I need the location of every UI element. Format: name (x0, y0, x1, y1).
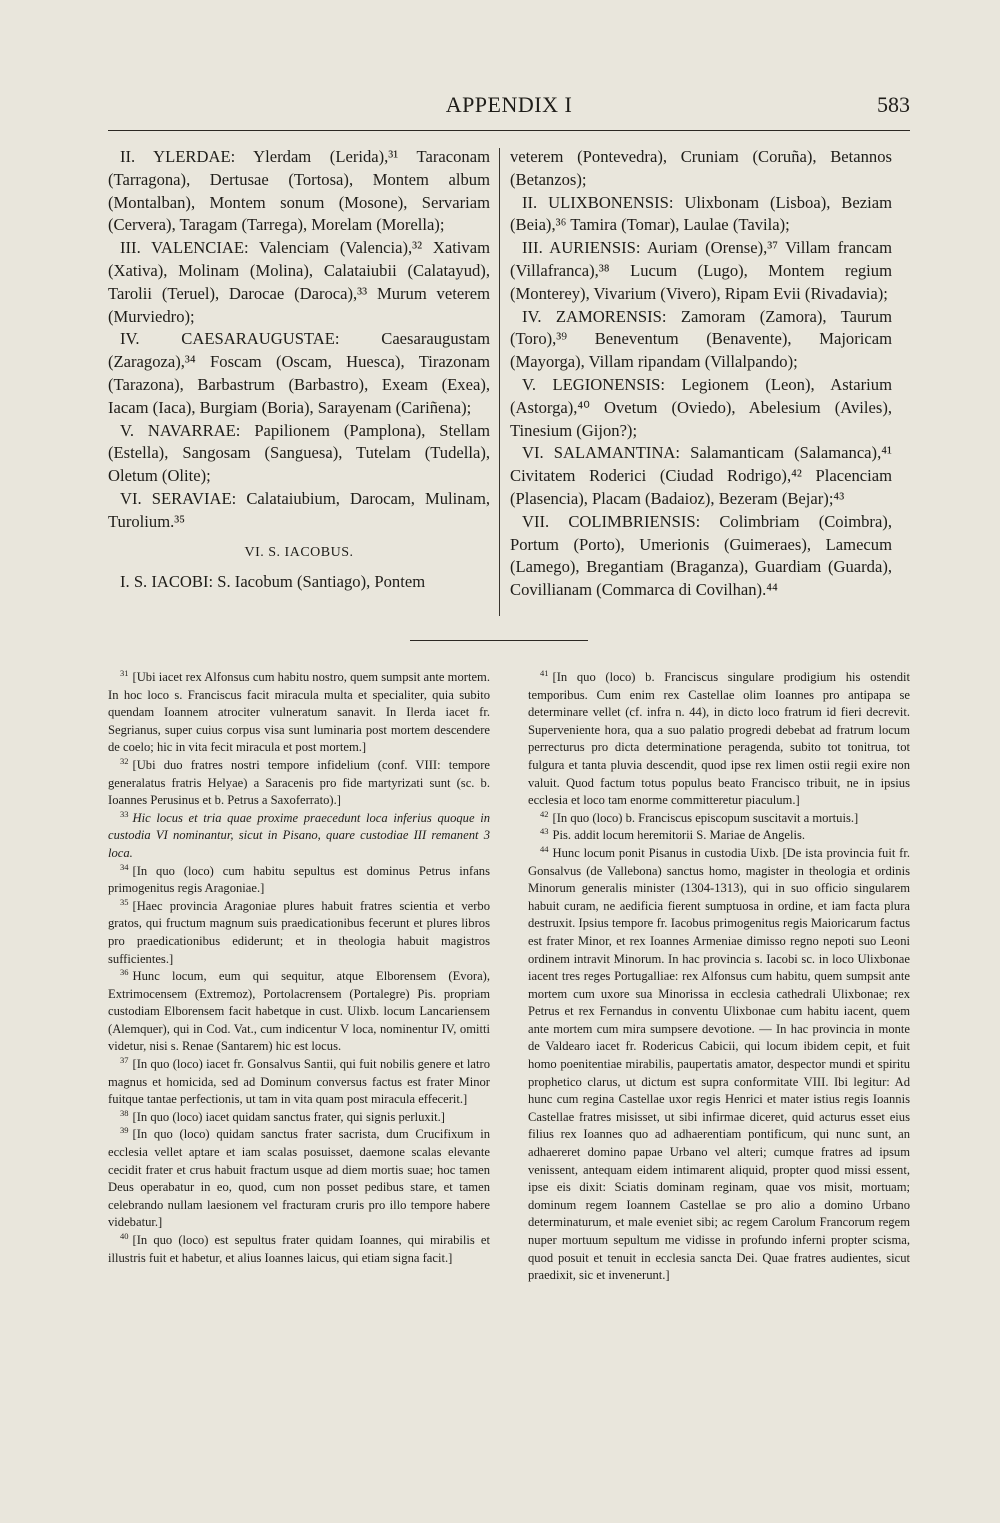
paragraph: III. VALENCIAE: Valenciam (Valencia),³² Xativam (Xativa), Molinam (Molina), Calataiubii (Calatayud), Tarolii (Teruel), Darocae (Daroca),³³ Murum veterem (Murviedro); (108, 238, 490, 326)
main-right-column (510, 146, 892, 602)
footnote (108, 1056, 490, 1109)
footnote-number: 33 (120, 808, 129, 819)
footnote (108, 757, 490, 810)
footnote (108, 898, 490, 968)
footnote-rule (410, 640, 588, 641)
paragraph: VI. SALAMANTINA: Salamanticam (Salamanca),⁴¹ Civitatem Roderici (Ciudad Rodrigo),⁴² Placenciam (Plasencia), Placam (Badaioz), Bezeram (Bejar);⁴³ (510, 443, 892, 508)
paragraph: V. LEGIONENSIS: Legionem (Leon), Astarium (Astorga),⁴⁰ Ovetum (Oviedo), Abelesium (Aviles), Tinesium (Gijon?); (510, 374, 892, 440)
footnote-text: [Haec provincia Aragoniae plures habuit fratres scientia et verbo gratos, qui fructum magnum suis praedicationibus fecerunt et plures libros pro praedicationibus ediderunt; et in theologia habuit magistros sufficientes.] (108, 898, 490, 966)
footnote (528, 810, 910, 828)
footnote-text: [In quo (loco) iacet fr. Gonsalvus Santii, qui fuit nobilis genere et latro magnus et homicida, sed ad Dominum conversus factus est frater Minor fuitque tantae perfectionis, ut tam in vita quam post miracula effecerit.] (108, 1057, 490, 1107)
footnote-number: 38 (120, 1107, 129, 1118)
paragraph: IV. CAESARAUGUSTAE: Caesaraugustam (Zaragoza),³⁴ Foscam (Oscam, Huesca), Tirazonam (Tarazona), Barbastrum (Barbastro), Exeam (Exea), Iacam (Iaca), Burgiam (Boria), Sarayenam (Cariñena); (108, 329, 490, 417)
footnote (108, 669, 490, 757)
header-rule (108, 130, 910, 131)
footnote (528, 845, 910, 1285)
footnote-text: [In quo (loco) b. Franciscus singulare prodigium his ostendit temporibus. Cum enim rex Castellae olim Ioannes pro antipapa se determinare vellet (cf. infra n. 44), in dicto loco fratrum id fieri decrevit. Superveniente hora, qua a suo palatio progredi debebat ad fratrum locum perrecturus pro dicta determinatione peragenda, subito tot tonitrua, tot fulgura et tanta pluvia descendit, quod ipse rex limen ostii regii exire non valuit. Quod factum totus populus beato Francisco tribuit, ne in ipsius ecclesia et loco tam enorme committeretur piaculum.] (528, 670, 910, 808)
main-text (108, 146, 910, 626)
footnote (108, 810, 490, 863)
footnote-number: 34 (120, 861, 129, 872)
footnote-text: Hunc locum ponit Pisanus in custodia Uixb. [De ista provincia fuit fr. Gonsalvus (de Vallebona) sanctus homo, magister in theologia et ordinis Minorum generalis minister (1304-1313), qui in suo officio singularem habuit curam, ne aedificia fierent sumptuosa in ordine, et iam facta plura destruxit. Ipsius tempore fr. Iacobus primogenitus regis Maioricarum factus est frater Minor, et rex Ioannes Armeniae dimisso regno nepoti suo Leoni ordinem intravit Minorum. In hac provincia s. Iacobi sc. in loco Ulixbonae iacent tres reges Portugalliae: rex Alfonsus cum habitu, quem sumpsit ante mortem cum uxore sua Minorissa in ecclesia cathedrali Ulixbonae; rex Petrus et rex Fernandus in conventu Ulixbonae cum habitu iacent, quem ante mortem cum mira sumpsere devotione. — In hac provincia in monte de Valdearo iacet fr. Rodericus Cabicii, qui locum ibidem cepit, et fuit homo poenitentiae mirabilis, paupertatis amator, despector mundi et spiritu prophetico clarus, ut dictum est supra conformitate VIII. Ibi legitur: Ad hunc cum regina Castellae uxor regis Henrici et mater istius regis Ioannis Castellae fratres misisset, ut sibi infirmae diceret, quid acturus esset eius filius rex Ioannes quo ad adhaerentiam pontificum, qui nunc sunt, an adhaereret domino papae Urbano vel alteri; cumque fratres ad ipsum venissent, antequam eidem intimarent aliquid, propter quod missi essent, ipse eis dixit: Sciatis dominam reginam, quae vos misit, mortuam; dominum regem Ioannem Castellae se pro alio a domino Urbano determinaturum, et male eveniet sibi; ac regem Carolum Francorum regem nuper mortuum sepultum me vidisse in profundo inferni propter scisma, quod posuit et tenuit in ecclesia sancta Dei. Quae fratres audientes, sicut praedixit, sic et invenerunt.] (528, 845, 910, 1283)
footnote-text: [In quo (loco) b. Franciscus episcopum suscitavit a mortuis.] (552, 810, 859, 825)
paragraph: I. S. IACOBI: S. Iacobum (Santiago), Pontem (120, 572, 426, 592)
footnote-text: [Ubi duo fratres nostri tempore infidelium (conf. VIII: tempore generalatus fratris Helyae) a Saracenis pro fide martyrizati sunt (sc. b. Ioannes Perusinus et b. Petrus a Saxoferrato).] (108, 757, 490, 808)
paragraph: III. AURIENSIS: Auriam (Orense),³⁷ Villam francam (Villafranca),³⁸ Lucum (Lugo), Montem regium (Monterey), Vivarium (Vivero), Ripam Evii (Rivadavia); (510, 238, 892, 303)
footnote-number: 41 (540, 668, 549, 678)
footnote-text: Hunc locum, eum qui sequitur, atque Elborensem (Evora), Extrimocensem (Extremoz), Portolacrensem (Portalegre) Pis. propriam custodiam Elborensem facit habetque in cust. Ulixb. locum Lancariensem (Alemquer), qui in Cod. Vat., cum indicentur V loca, nominentur IV, omitti videtur, nisi s. Renae (Santarem) hic est locus. (108, 969, 490, 1054)
footnote-text: [In quo (loco) cum habitu sepultus est dominus Petrus infans primogenitus regis Aragoniae.] (108, 863, 490, 896)
footnote-number: 44 (540, 843, 549, 854)
footnote-text: Pis. addit locum heremitorii S. Mariae de Angelis. (552, 828, 806, 843)
footnote-text: [Ubi iacet rex Alfonsus cum habitu nostro, quem sumpsit ante mortem. In hoc loco s. Franciscus facit miracula multa et specialiter, quia subito quendam Ioannem atrociter vulneratum sanavit. In Ilerda iacet fr. Segrianus, super cuius corpus visa sunt luminaria post mortem descendere de coelo; hic in vita fecit miracula et post mortem.] (108, 670, 490, 755)
paragraph: VI. SERAVIAE: Calataiubium, Darocam, Mulinam, Turolium.³⁵ (108, 488, 490, 531)
footnote-number: 35 (120, 896, 129, 907)
page-number: 583 (877, 92, 910, 117)
footnote (108, 1126, 490, 1232)
footnote-number: 36 (120, 967, 129, 978)
footnote-number: 37 (120, 1055, 129, 1066)
footnote-number: 32 (120, 755, 129, 766)
footnote (108, 968, 490, 1056)
paragraph: II. YLERDAE: Ylerdam (Lerida),³¹ Taraconam (Tarragona), Dertusae (Tortosa), Montem album (Montalban), Montem sonum (Mosone), Servariam (Cervera), Taragam (Tarrega), Morelam (Morella); (108, 147, 490, 235)
footnote (108, 863, 490, 898)
paragraph: IV. ZAMORENSIS: Zamoram (Zamora), Taurum (Toro),³⁹ Beneventum (Benavente), Majoricam (Mayorga), Villam ripandam (Villalpando); (510, 306, 892, 372)
footnote-number: 31 (120, 668, 129, 678)
footnote-number: 42 (540, 808, 549, 819)
footnote-text: [In quo (loco) iacet quidam sanctus frater, qui signis perluxit.] (132, 1109, 446, 1124)
footnote-number: 39 (120, 1125, 129, 1136)
running-header (108, 92, 910, 128)
footnote (108, 1109, 490, 1127)
paragraph: V. NAVARRAE: Papilionem (Pamplona), Stellam (Estella), Sangosam (Sanguesa), Tutelam (Tudella), Oletum (Olite); (108, 420, 490, 486)
column-divider (499, 148, 500, 616)
paragraph: veterem (Pontevedra), Cruniam (Coruña), Betannos (Betanzos); (510, 147, 892, 189)
footnotes-left-column (108, 669, 490, 1267)
footnote-text: [In quo (loco) est sepultus frater quidam Ioannes, qui mirabilis et illustris fuit et habetur, et alius Ioannes laicus, qui etiam signa facit.] (108, 1233, 490, 1265)
footnote (528, 827, 910, 845)
footnotes (108, 669, 910, 1409)
footnote-text: Hic locus et tria quae proxime praecedunt loca inferius quoque in custodia VI nominantur, sicut in Pisano, quare custodiae III remanent 3 loca. (108, 810, 490, 860)
footnotes-right-column (528, 669, 910, 1285)
paragraph: VII. COLIMBRIENSIS: Colimbriam (Coimbra), Portum (Porto), Umerionis (Guimeraes), Lamecum (Lamego), Bregantiam (Braganza), Guardiam (Guarda), Covillianam (Commarca di Covilhan).⁴⁴ (510, 511, 892, 600)
footnote-text: [In quo (loco) quidam sanctus frater sacrista, dum Crucifixum in ecclesia vellet aptare et iam scalas posuisset, daemone scalas elevante cecidit frater et crus habuit fractum usque ad diem mortis suae; hoc tamen Deus operabatur in eo, quod, cum non posset pedibus stare, et tamen celebrando nullam laesionem vel fracturam cruris pro illo tempore habere videbatur.] (108, 1127, 490, 1230)
section-heading: VI. S. IACOBUS. (244, 544, 354, 560)
main-left-column (108, 146, 490, 594)
footnote (528, 669, 910, 810)
running-title: APPENDIX I (445, 92, 573, 117)
footnote-number: 43 (540, 826, 549, 837)
footnote-number: 40 (120, 1231, 129, 1241)
footnote (108, 1232, 490, 1267)
paragraph: II. ULIXBONENSIS: Ulixbonam (Lisboa), Beziam (Beia),³⁶ Tamira (Tomar), Laulae (Tavila); (510, 192, 892, 235)
